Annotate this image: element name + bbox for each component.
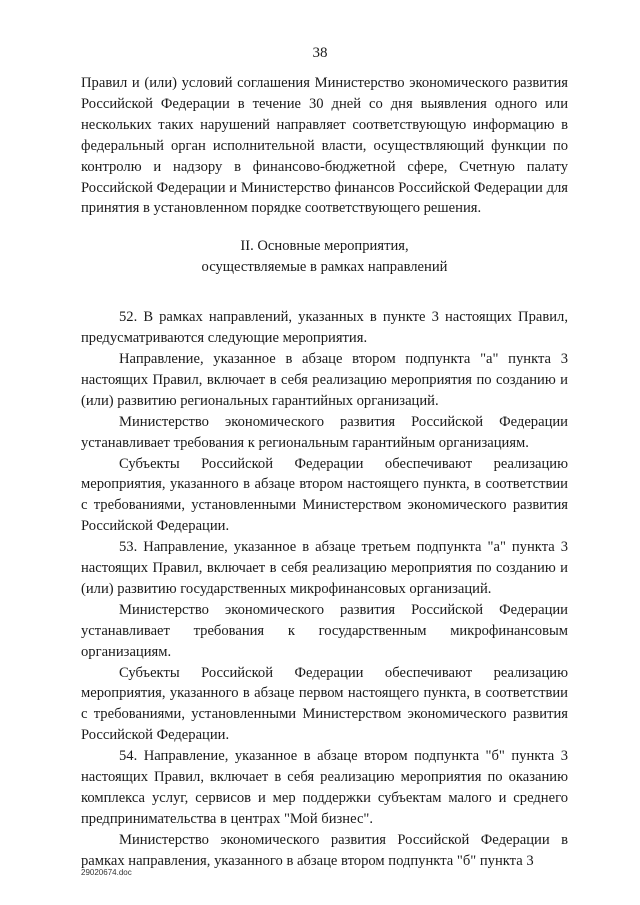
intro-paragraph: Правил и (или) условий соглашения Министерство экономического развития Российской Федерации в течение 30 дней со дня выявления одного или нескольких таких нарушений направляет соответствующую информацию в федеральный орган исполнительной власти, осуществляющий функции по контролю и надзору в финансово-бюджетной сфере, Счетную палату Российской Федерации и Министерство финансов Российской Федерации для принятия в установленном порядке соответствующего решения.	[81, 75, 568, 217]
footer-filename: 29020674.doc	[81, 868, 132, 877]
section-heading-line-1: II. Основные мероприятия,	[240, 238, 409, 255]
paragraph-54-ministry: Министерство экономического развития Российской Федерации в рамках направления, указанного в абзаце втором подпункта "б" пункта 3	[81, 831, 568, 869]
section-heading	[81, 236, 568, 278]
paragraph-53-subjects: Субъекты Российской Федерации обеспечивают реализацию мероприятия, указанного в абзаце первом настоящего пункта, в соответствии с требованиями, установленными Министерством экономического развития Российской Федерации.	[81, 664, 568, 744]
paragraph-52: 52. В рамках направлений, указанных в пункте 3 настоящих Правил, предусматриваются следующие мероприятия.	[81, 309, 568, 347]
paragraph-52-subjects: Субъекты Российской Федерации обеспечивают реализацию мероприятия, указанного в абзаце втором настоящего пункта, в соответствии с требованиями, установленными Министерством экономического развития Российской Федерации.	[81, 455, 568, 535]
paragraph-52-requirements: Министерство экономического развития Российской Федерации устанавливает требования к региональным гарантийным организациям.	[81, 413, 568, 451]
paragraph-52-direction: Направление, указанное в абзаце втором подпункта "а" пункта 3 настоящих Правил, включает в себя реализацию мероприятия по созданию и (или) развитию региональных гарантийных организаций.	[81, 350, 568, 409]
paragraph-53-requirements: Министерство экономического развития Российской Федерации устанавливает требования к государственным микрофинансовым организациям.	[81, 601, 568, 660]
page-number: 38	[312, 45, 328, 61]
paragraph-53: 53. Направление, указанное в абзаце третьем подпункта "а" пункта 3 настоящих Правил, включает в себя реализацию мероприятия по созданию и (или) развитию государственных микрофинансовых организаций.	[81, 539, 568, 597]
document-body	[81, 73, 568, 872]
section-heading-line-2: осуществляемые в рамках направлений	[201, 259, 448, 276]
paragraph-54: 54. Направление, указанное в абзаце втором подпункта "б" пункта 3 настоящих Правил, включает в себя реализацию мероприятия по оказанию комплекса услуг, сервисов и мер поддержки субъектам малого и среднего предпринимательства в центрах "Мой бизнес".	[81, 748, 568, 827]
